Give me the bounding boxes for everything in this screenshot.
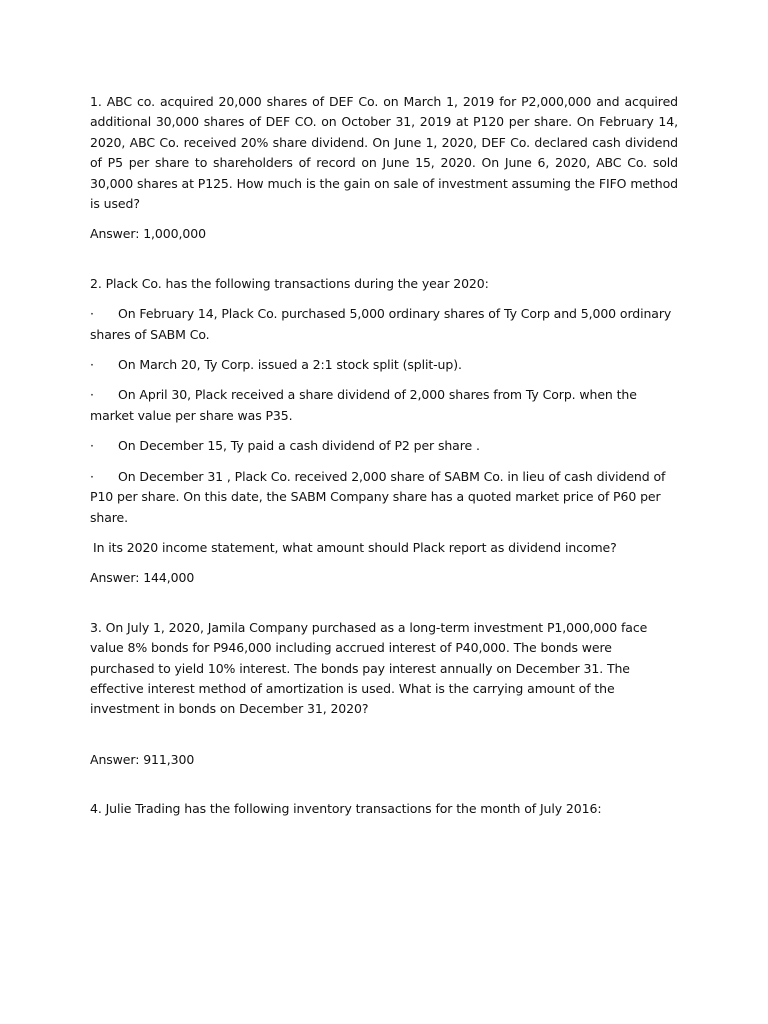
question-1-text: 1. ABC co. acquired 20,000 shares of DEF Co. on March 1, 2019 for P2,000,000 and acquired additional 30,000 shares of DEF CO. on October 31, 2019 at P120 per share. On February 14, 2020, ABC Co. received 20% share dividend. On June 1, 2020, DEF Co. declared cash dividend of P5 per share to shareholders of record on June 15, 2020. On June 6, 2020, ABC Co. sold 30,000 shares at P125. How much is the gain on sale of investment assuming the FIFO method is used?: [90, 94, 678, 212]
question-2-intro: 2. Plack Co. has the following transactions during the year 2020:: [90, 275, 489, 291]
bullet-text: On December 15, Ty paid a cash dividend of P2 per share .: [118, 438, 480, 454]
bullet-text: On April 30, Plack received a share dividend of 2,000 shares from Ty Corp. when the market value per share was P35.: [90, 387, 637, 423]
question-3-answer: Answer: 911,300: [90, 751, 195, 767]
bullet-marker: ·: [90, 357, 94, 373]
document-content: [90, 92, 678, 830]
question-1-answer: Answer: 1,000,000: [90, 226, 206, 242]
bullet-text: On December 31 , Plack Co. received 2,000 share of SABM Co. in lieu of cash dividend of P10 per share. On this date, the SABM Company share has a quoted market price of P60 per share.: [90, 468, 666, 525]
bullet-marker: ·: [90, 306, 94, 322]
bullet-marker: ·: [90, 387, 94, 403]
question-2-bullet-3: [90, 385, 678, 426]
question-2-bullet-1: [90, 304, 678, 345]
bullet-text: On March 20, Ty Corp. issued a 2:1 stock split (split-up).: [118, 357, 462, 373]
bullet-marker: ·: [90, 468, 94, 484]
question-2-answer: Answer: 144,000: [90, 570, 195, 586]
question-4-text: 4. Julie Trading has the following inventory transactions for the month of July 2016:: [90, 801, 602, 817]
question-3-text: 3. On July 1, 2020, Jamila Company purchased as a long-term investment P1,000,000 face value 8% bonds for P946,000 including accrued interest of P40,000. The bonds were purchased to yield 10% interest. The bonds pay interest annually on December 31. The effective interest method of amortization is used. What is the carrying amount of the investment in bonds on December 31, 2020?: [90, 619, 648, 717]
question-2-bullet-2: [90, 355, 678, 375]
bullet-text: On February 14, Plack Co. purchased 5,000 ordinary shares of Ty Corp and 5,000 ordinary shares of SABM Co.: [90, 306, 672, 342]
question-2-question: In its 2020 income statement, what amount should Plack report as dividend income?: [93, 539, 617, 555]
question-2-bullet-4: [90, 436, 678, 456]
bullet-marker: ·: [90, 438, 94, 454]
question-2-bullet-5: [90, 467, 678, 528]
